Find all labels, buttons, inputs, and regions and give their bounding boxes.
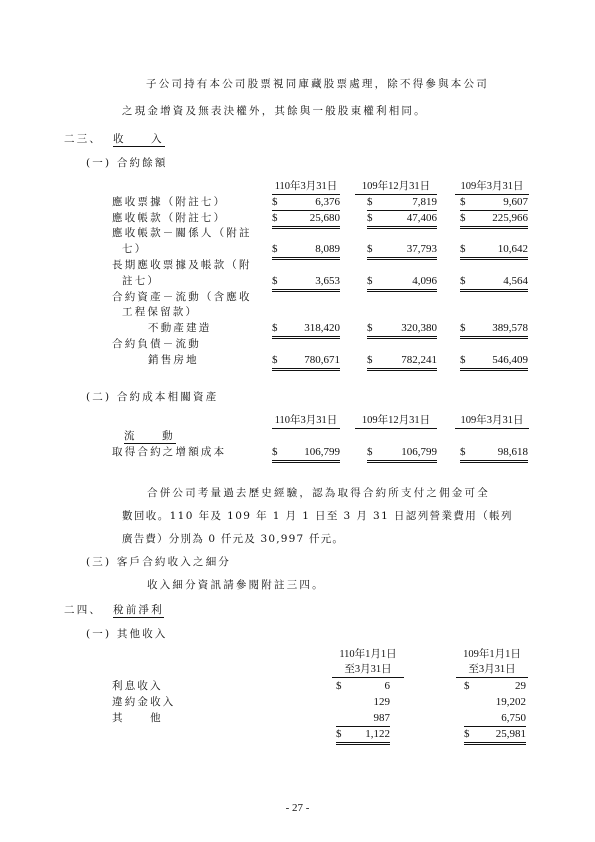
row-label-ar-related-2: 七） — [122, 243, 148, 255]
cell-r2-c2: $ 47,406 — [367, 211, 437, 229]
other-income-heading: (一) 其他收入 — [86, 628, 168, 640]
oi-col-header-1-line1: 110年1月1日 — [339, 649, 397, 660]
cell-r2-c3: $ 225,966 — [460, 211, 528, 229]
commission-para-line-3: 廣告費）分別為 0 仟元及 30,997 仟元。 — [122, 533, 345, 545]
oi-col-header-2-line2: 至3月31日 — [456, 663, 528, 678]
cell-r6-c3: $ 546,409 — [460, 353, 528, 371]
commission-para-line-2: 數回收。110 年及 109 年 1 月 1 日至 3 月 31 日認列營業費用（帳列 — [122, 510, 513, 522]
cost-col-header-3: 109年3月31日 — [455, 414, 529, 429]
current-group-label: 流 動 — [124, 430, 175, 442]
cost-cell-c1: $ 106,799 — [272, 445, 340, 463]
oi-col-header-1-line2: 至3月31日 — [332, 663, 404, 678]
oi-cell-r1-c1: $ 6 — [336, 680, 390, 692]
cell-r1-c2: $ 7,819 — [367, 195, 437, 211]
row-label-contract-liab-2: 銷售房地 — [148, 354, 199, 366]
cost-cell-c3: $ 98,618 — [460, 445, 528, 463]
row-label-contract-assets-2: 工程保留款） — [122, 306, 199, 318]
intro-line-1: 子公司持有本公司股票視同庫藏股票處理，除不得參與本公司 — [146, 78, 489, 90]
cell-r1-c1: $ 6,376 — [272, 195, 340, 211]
oi-cell-r1-c2: $ 29 — [464, 680, 526, 692]
row-label-long-term-2: 註七） — [122, 275, 161, 287]
oi-row-other: 其 他 — [112, 712, 163, 724]
cost-col-header-1: 110年3月31日 — [272, 414, 340, 429]
cell-r3-c1: $ 8,089 — [272, 242, 340, 260]
page-number: - 27 - — [285, 802, 310, 814]
commission-para-line-1: 合併公司考量過去歷史經驗，認為取得合約所支付之佣金可全 — [147, 487, 490, 499]
row-label-notes-receivable: 應收票據（附註七） — [112, 196, 227, 208]
row-label-contract-assets-1: 合約資產－流動（含應收 — [112, 291, 252, 303]
oi-col-header-2-line1: 109年1月1日 — [463, 649, 521, 660]
revenue-breakdown-heading: (三) 客戶合約收入之細分 — [86, 556, 232, 568]
cell-r4-c3: $ 4,564 — [460, 274, 528, 292]
cell-r1-c3: $ 9,607 — [460, 195, 528, 211]
row-label-contract-assets-3: 不動產建造 — [148, 322, 212, 334]
intro-line-2: 之現金增資及無表決權外，其餘與一般股東權利相同。 — [122, 105, 427, 117]
col-header-3: 109年3月31日 — [455, 180, 529, 195]
cell-r6-c2: $ 782,241 — [367, 353, 437, 371]
oi-total-c1: $ 1,122 — [336, 727, 390, 745]
col-header-2: 109年12月31日 — [355, 180, 437, 195]
cell-r5-c3: $ 389,578 — [460, 321, 528, 339]
cell-r4-c1: $ 3,653 — [272, 274, 340, 292]
row-label-contract-liab-1: 合約負債－流動 — [112, 338, 201, 350]
oi-cell-r3-c2: 6,750 — [464, 711, 526, 727]
oi-cell-r2-c1: 129 — [373, 696, 390, 708]
cell-r4-c2: $ 4,096 — [367, 274, 437, 292]
oi-cell-r3-c1: 987 — [336, 711, 390, 727]
section-23-title: 收 入 — [113, 133, 164, 145]
cell-r5-c2: $ 320,380 — [367, 321, 437, 339]
incremental-cost-label: 取得合約之增額成本 — [112, 446, 227, 458]
revenue-breakdown-text: 收入細分資訊請參閱附註三四。 — [147, 579, 325, 591]
cell-r3-c3: $ 10,642 — [460, 242, 528, 260]
row-label-accounts-receivable: 應收帳款（附註七） — [112, 212, 227, 224]
cell-r6-c1: $ 780,671 — [272, 353, 340, 371]
section-24-title: 稅前淨利 — [113, 604, 164, 616]
cost-cell-c2: $ 106,799 — [367, 445, 437, 463]
contract-balance-heading: (一) 合約餘額 — [86, 157, 168, 169]
cell-r5-c1: $ 318,420 — [272, 321, 340, 339]
col-header-1: 110年3月31日 — [272, 180, 340, 195]
oi-row-interest: 利息收入 — [112, 680, 163, 692]
oi-row-penalty: 違約金收入 — [112, 696, 176, 708]
oi-cell-r2-c2: 19,202 — [495, 696, 526, 708]
row-label-ar-related-1: 應收帳款－關係人（附註 — [112, 227, 252, 239]
oi-total-c2: $ 25,981 — [464, 727, 526, 745]
section-23-number: 二三、 — [64, 133, 103, 145]
contract-cost-heading: (二) 合約成本相關資產 — [86, 391, 219, 403]
section-24-number: 二四、 — [64, 604, 103, 616]
row-label-long-term-1: 長期應收票據及帳款（附 — [112, 259, 252, 271]
cost-col-header-2: 109年12月31日 — [355, 414, 437, 429]
cell-r2-c1: $ 25,680 — [272, 211, 340, 229]
cell-r3-c2: $ 37,793 — [367, 242, 437, 260]
